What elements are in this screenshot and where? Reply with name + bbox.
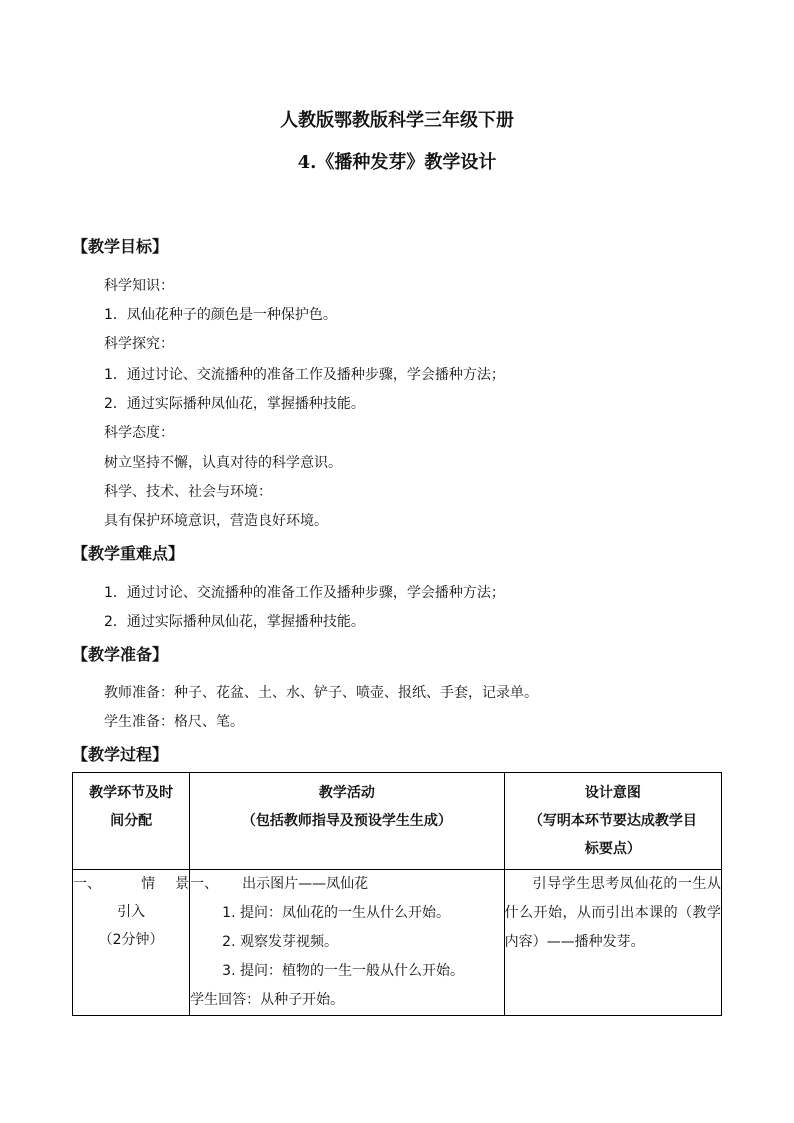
table-header-row [73, 773, 722, 870]
goals-line: 具有保护环境意识，营造良好环境。 [104, 513, 328, 529]
intent-cell: 引导学生思考凤仙花的一生从什么开始，从而引出本课的（教学内容）——播种发芽。 [504, 870, 721, 1016]
goals-line: 科学知识： [104, 278, 174, 294]
activity-item: 3. 提问：植物的一生一般从什么开始。 [222, 963, 464, 979]
process-heading: 【教学过程】 [72, 745, 169, 764]
document-title: 人教版鄂教版科学三年级下册 [280, 110, 514, 131]
goals-line: 科学态度： [104, 425, 174, 441]
goals-line: 2．通过实际播种凤仙花，掌握播种技能。 [104, 396, 365, 412]
goals-line: 树立坚持不懈，认真对待的科学意识。 [104, 455, 342, 471]
document-subtitle: 4.《播种发芽》教学设计 [297, 152, 497, 173]
activity-answer: 学生回答：从种子开始。 [190, 992, 345, 1008]
goals-line: 1．凤仙花种子的颜色是一种保护色。 [104, 307, 337, 323]
keypoints-line: 2．通过实际播种凤仙花，掌握播种技能。 [104, 614, 365, 630]
keypoints-line: 1．通过讨论、交流播种的准备工作及播种步骤，学会播种方法； [104, 585, 505, 601]
header-intent: 设计意图 （写明本环节要达成教学目 标要点） [504, 773, 721, 870]
stage-cell: 一、 情 景 引入 （2分钟） [73, 870, 190, 1016]
activity-item: 2. 观察发芽视频。 [222, 934, 338, 950]
keypoints-heading: 【教学重难点】 [72, 544, 185, 563]
prep-line: 教师准备：种子、花盆、土、水、铲子、喷壶、报纸、手套，记录单。 [104, 685, 538, 701]
goals-heading: 【教学目标】 [72, 237, 169, 256]
process-table [72, 772, 722, 1016]
header-stage: 教学环节及时 间分配 [73, 773, 190, 870]
goals-line: 1．通过讨论、交流播种的准备工作及播种步骤，学会播种方法； [104, 367, 505, 383]
activity-item: 1. 提问：凤仙花的一生从什么开始。 [222, 905, 450, 921]
goals-line: 科学、技术、社会与环境： [104, 484, 272, 500]
header-activity: 教学活动 （包括教师指导及预设学生生成） [190, 773, 504, 870]
prep-heading: 【教学准备】 [72, 645, 169, 664]
prep-line: 学生准备：格尺、笔。 [104, 714, 244, 730]
goals-line: 科学探究： [104, 336, 174, 352]
activity-cell: 一、 出示图片——凤仙花 1. 提问：凤仙花的一生从什么开始。 2. 观察发芽视频。 3. 提问：植物的一生一般从什么开始。 学生回答：从种子开始。 [190, 870, 504, 1016]
table-row [73, 870, 722, 1016]
